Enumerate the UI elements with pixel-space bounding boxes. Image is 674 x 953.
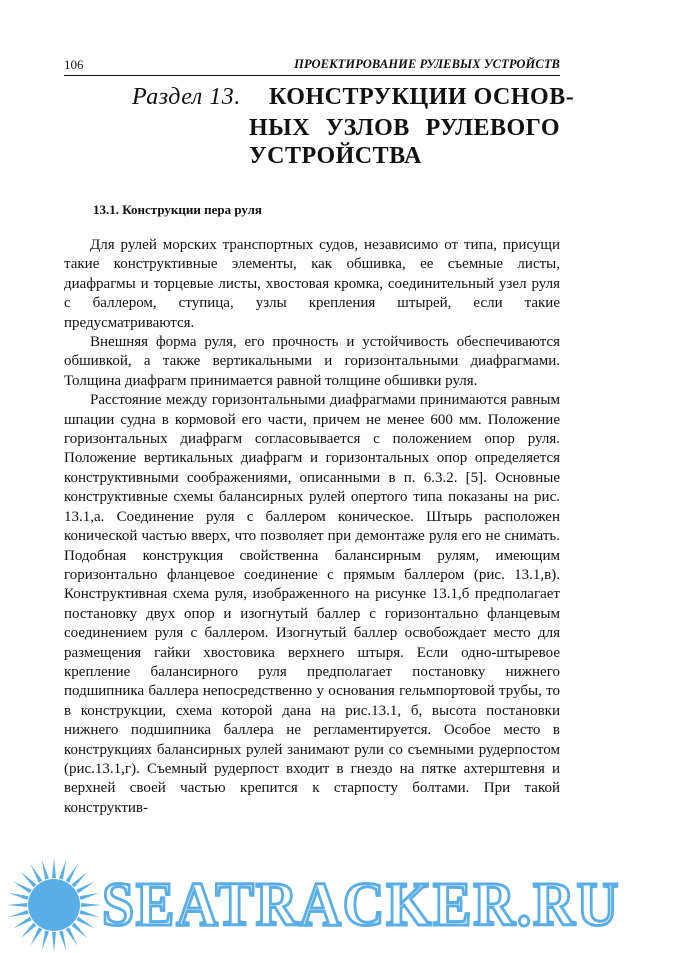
sun-ray — [72, 923, 88, 939]
sun-ray — [31, 927, 43, 945]
page-number: 106 — [64, 57, 84, 72]
sun-ray — [66, 864, 78, 882]
sun-ray — [9, 893, 29, 900]
sun-ray — [72, 872, 88, 888]
sun-ray — [9, 910, 29, 917]
paragraph: Внешняя форма руля, его прочность и устойчивость обеспечиваются обшивкой, а также вертикальными и горизонтальными диафрагмами. Толщина диафрагм принимается равной толщине обшивки руля. — [64, 334, 560, 389]
sun-ray — [42, 930, 49, 950]
section-heading: 13.1. Конструкции пера руля — [93, 202, 262, 217]
paragraph: Для рулей морских транспортных судов, независимо от типа, присущи такие конструктивные элементы, как обшивка, ее съемные листы, диафрагмы и торцевые листы, хвостовая кромка, соединительный узел руля с баллером, ступица, узлы крепления штырей, если такие предусматриваются. — [64, 237, 560, 331]
sun-ray — [66, 927, 78, 945]
sun-ray — [42, 860, 49, 880]
sun-icon — [6, 857, 102, 953]
page-header — [64, 57, 560, 75]
sun-ray — [31, 864, 43, 882]
sun-ray — [79, 893, 99, 900]
running-title: ПРОЕКТИРОВАНИЕ РУЛЕВЫХ УСТРОЙСТВ — [294, 57, 560, 71]
sun-ray — [79, 910, 99, 917]
sun-ray — [21, 923, 37, 939]
watermark-text: SEATRACKER.RU — [102, 871, 621, 939]
sun-ray — [52, 932, 56, 952]
chapter-heading — [64, 84, 575, 170]
body-text — [64, 236, 560, 818]
sun-ray — [21, 872, 37, 888]
chapter-title-line-1: КОНСТРУКЦИИ ОСНОВ- — [269, 84, 575, 110]
paragraph: Расстояние между горизонтальными диафрагмами принимаются равным шпации судна в кормовой его части, причем не менее 600 мм. Положение горизонтальных диафрагм согласовывается с положением опор руля. Положение вертикальных диафрагм и горизонтальных опор определяется конструктивными соображениями, описанными в п. 6.3.2. [5]. Основные конструктивные схемы балансирных рулей опертого типа показаны на рис. 13.1,а. Соединение руля с баллером коническое. Штырь расположен конической частью вверх, что позволяет при демонтаже руля его не снимать. Подобная конструкция свойственна балансирным рулям, имеющим горизонтально фланцевое соединение с прямым баллером (рис. 13.1,в). Конструктивная схема руля, изображенного на рисунке 13.1,б предполагает постановку двух опор и изогнутый баллер с горизонтально фланцевым соединением руля с баллером. Изогнутый баллер освобождает место для размещения гайки хвостовика верхнего штыря. Если одно-штыревое крепление балансирного руля предполагает постановку нижнего подшипника баллера непосредственно у основания гельмпортовой трубы, то в конструкции, схема которой дана на рис.13.1, б, высота постановки нижнего подшипника баллера не регламентируется. Особое место в конструкциях балансирных рулей занимают рули со съемными рудерпостом (рис.13.1,г). Съемный рудерпост входит в гнездо на пятке ахтерштевня и верхней своей частью крепится к старпосту болтами. При такой конструктив- — [64, 392, 560, 816]
sun-ray — [76, 917, 94, 929]
sun-ray — [52, 858, 56, 878]
sun-ray — [59, 860, 66, 880]
chapter-number: Раздел 13. — [132, 84, 241, 110]
sun-ray — [59, 930, 66, 950]
header-rule — [64, 75, 560, 76]
sun-ray — [7, 903, 27, 907]
sun-ray — [76, 882, 94, 894]
watermark — [0, 850, 674, 953]
sun-ray — [81, 903, 101, 907]
chapter-title-line-2: НЫХ УЗЛОВ РУЛЕВОГО — [249, 115, 560, 141]
sun-ray — [13, 917, 31, 929]
chapter-title-line-3: УСТРОЙСТВА — [249, 143, 422, 169]
sun-ray — [13, 882, 31, 894]
